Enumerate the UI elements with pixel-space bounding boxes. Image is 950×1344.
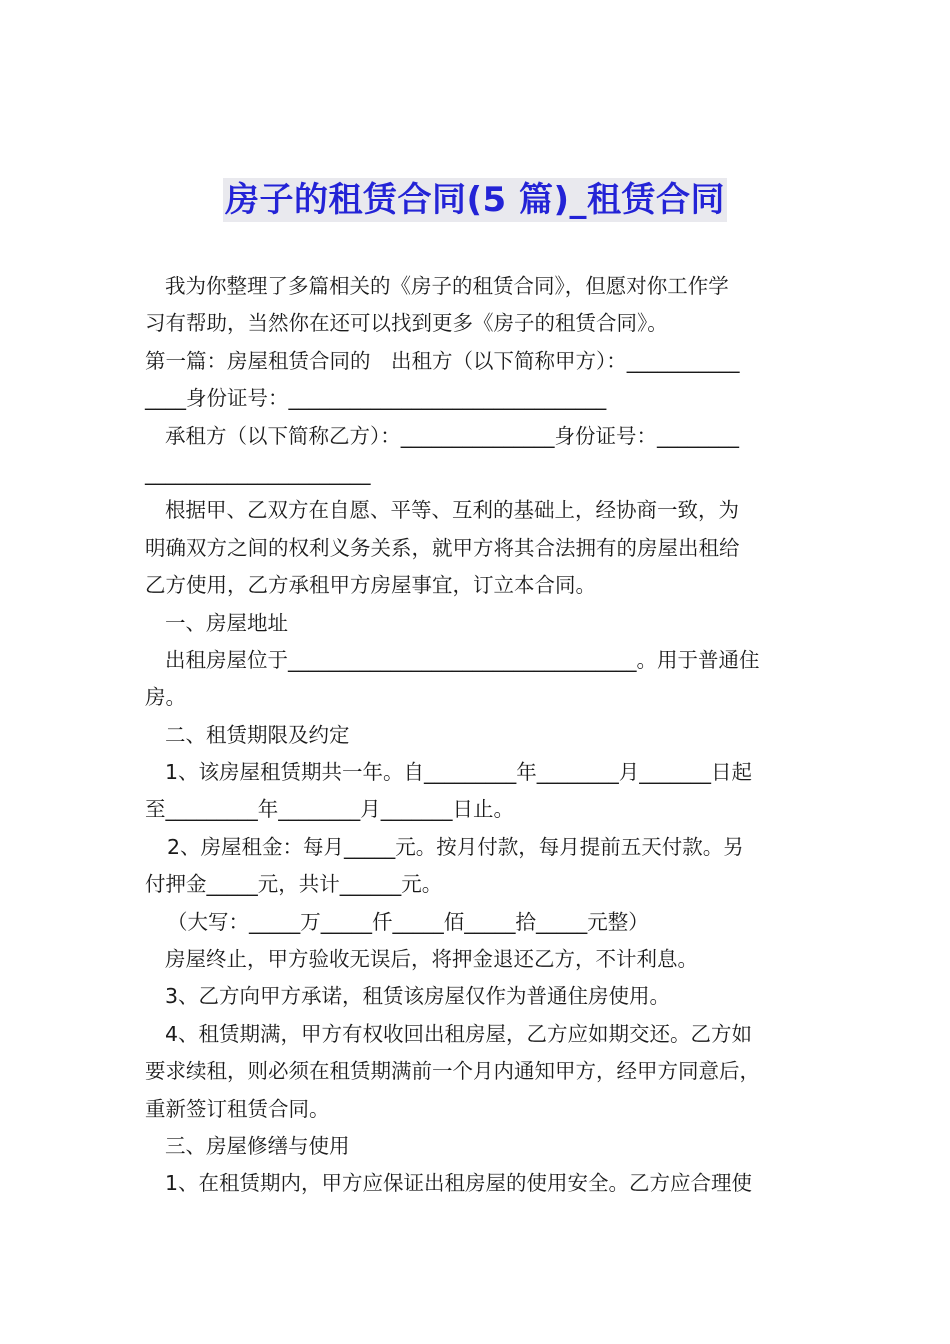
section-heading: 三、房屋修缮与使用 bbox=[165, 1133, 350, 1158]
paragraph-line: 房。 bbox=[145, 685, 186, 710]
paragraph-line: 1、在租赁期内，甲方应保证出租房屋的使用安全。乙方应合理使 bbox=[165, 1171, 753, 1196]
paragraph-line: 承租方（以下简称乙方）：_______________身份证号：________ bbox=[165, 423, 739, 448]
title-container bbox=[0, 178, 950, 222]
paragraph-line: 要求续租，则必须在租赁期满前一个月内通知甲方，经甲方同意后， bbox=[145, 1059, 760, 1084]
section-heading: 二、租赁期限及约定 bbox=[165, 722, 350, 747]
paragraph-line: 明确双方之间的权利义务关系，就甲方将其合法拥有的房屋出租给 bbox=[145, 535, 740, 560]
paragraph-line: ______________________ bbox=[145, 460, 371, 485]
paragraph-line: 至_________年________月_______日止。 bbox=[145, 797, 514, 822]
paragraph-line: 乙方使用，乙方承租甲方房屋事宜，订立本合同。 bbox=[145, 573, 596, 598]
section-heading: 一、房屋地址 bbox=[165, 610, 288, 635]
document-title: 房子的租赁合同(5 篇)_租赁合同 bbox=[224, 180, 726, 220]
document-body bbox=[145, 268, 810, 1203]
paragraph-line: 根据甲、乙双方在自愿、平等、互利的基础上，经协商一致，为 bbox=[165, 498, 739, 523]
paragraph-line: 我为你整理了多篇相关的《房子的租赁合同》，但愿对你工作学 bbox=[165, 274, 729, 298]
paragraph-line: 3、乙方向甲方承诺，租赁该房屋仅作为普通住房使用。 bbox=[165, 984, 671, 1009]
paragraph-line: 第一篇：房屋租赁合同的 出租方（以下简称甲方）：___________ bbox=[145, 348, 740, 373]
paragraph-line: 1、该房屋租赁期共一年。自_________年________月_______日起 bbox=[165, 760, 753, 785]
paragraph-line: 付押金_____元，共计______元。 bbox=[145, 872, 443, 897]
paragraph-line: 习有帮助，当然你在还可以找到更多《房子的租赁合同》。 bbox=[145, 311, 668, 336]
paragraph-line: 重新签订租赁合同。 bbox=[145, 1096, 330, 1121]
paragraph-line: （大写：_____万_____仟_____佰_____拾_____元整） bbox=[167, 909, 649, 934]
paragraph-line: ____身份证号：_______________________________ bbox=[145, 386, 607, 411]
paragraph-line: 4、租赁期满，甲方有权收回出租房屋，乙方应如期交还。乙方如 bbox=[165, 1021, 753, 1046]
paragraph-line: 出租房屋位于__________________________________。用于普通住 bbox=[165, 647, 760, 672]
paragraph-line: 2、房屋租金：每月_____元。按月付款，每月提前五天付款。另 bbox=[167, 834, 744, 859]
paragraph-line: 房屋终止，甲方验收无误后，将押金退还乙方，不计利息。 bbox=[165, 947, 698, 972]
